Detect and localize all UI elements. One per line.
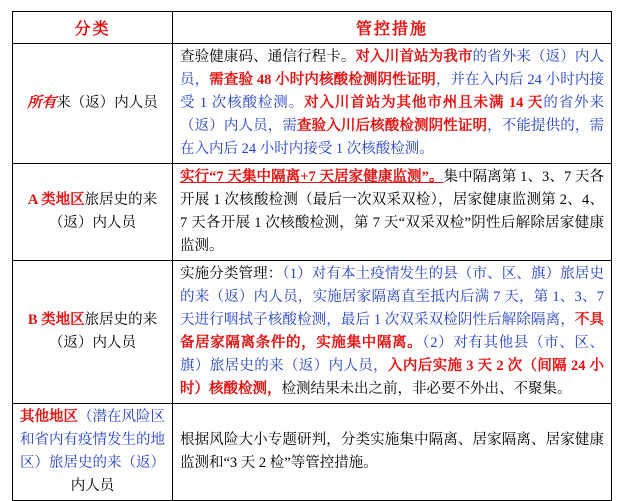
- text-segment: 的省外来（返）内人员，: [180, 49, 604, 88]
- text-segment: B 类地区: [27, 312, 85, 328]
- header-row: [13, 12, 612, 44]
- measures-cell-class-a: [173, 164, 612, 261]
- measures-cell-other-regions: [173, 404, 612, 501]
- measures-cell-class-b: [173, 261, 612, 404]
- text-segment: 查验健康码、通信行程卡。: [180, 49, 356, 65]
- text-segment: 对入川首站为我市: [355, 49, 473, 65]
- text-segment: 根据风险大小专题研判，分类实施集中隔离、居家隔离、居家健康监测和“3 天 2 检”等管控措施。: [180, 432, 604, 471]
- category-cell-class-b: [13, 261, 173, 404]
- text-segment: 对入川首站为其他市州且未满 14 天: [304, 95, 544, 111]
- table-row: [13, 164, 612, 261]
- text-segment: 内人员: [70, 478, 115, 494]
- text-segment: 集中隔离第 1、3、7 天各开展 1 次核酸检测（最后一次双采双检），居家健康监测第 2、4、7 天各开展 1 次核酸检测，第 7 天“双采双检”阴性后解除居家健康监测。: [180, 169, 605, 254]
- text-segment: 需查验 48 小时内核酸检测阴性证明: [209, 72, 436, 88]
- text-segment: 旅居史的来（返）内人员: [49, 192, 158, 231]
- text-segment: 不具备居家隔离条件的，实施集中隔离。: [180, 312, 605, 351]
- text-segment: （潜在风险区和省内有疫情发生的地区）旅居史的来（返）: [20, 409, 165, 471]
- text-segment: 实施分类管理：: [180, 266, 283, 282]
- text-segment: 来（返）内人员: [56, 95, 158, 111]
- header-col-measures: 管控措施: [173, 12, 612, 44]
- text-segment: 检测结果未出之前，非必要不外出、不聚集。: [281, 381, 572, 397]
- text-segment: 入内后实施 3 天 2 次（间隔 24 小时）核酸检测，: [180, 358, 604, 397]
- table-row: [13, 44, 612, 164]
- text-segment: （1）对有本土疫情发生的县（市、区、旗）旅居史的来（返）内人员，实施居家隔离直至抵内后满 7 天，第 1、3、7 天进行咽拭子核酸检测，最后 1 次双采双检阴性后解除隔离，: [180, 266, 605, 328]
- text-segment: 查验入川后核酸检测阴性证明: [297, 118, 488, 134]
- category-cell-other-regions: [13, 404, 173, 501]
- text-segment: 所有: [27, 95, 57, 111]
- table-row: [13, 261, 612, 404]
- header-col-category: 分类: [13, 12, 173, 44]
- text-segment: ，并在入内后 24 小时内接受 1 次核酸检测。: [180, 72, 605, 111]
- text-segment: （2）对有其他县（市、区、旗）旅居史的来（返）内人员，: [180, 335, 605, 374]
- category-cell-class-a: [13, 164, 173, 261]
- category-cell-all-arrivals: [13, 44, 173, 164]
- control-measures-table: [12, 11, 612, 501]
- measures-cell-all-arrivals: [173, 44, 612, 164]
- text-segment: 实行“7 天集中隔离+7 天居家健康监测”。: [180, 169, 444, 185]
- text-segment: A 类地区: [27, 192, 85, 208]
- text-segment: ，不能提供的，需在入内后 24 小时内接受 1 次核酸检测。: [180, 118, 604, 157]
- table-row: [13, 404, 612, 501]
- text-segment: 旅居史的来（返）内人员: [49, 312, 158, 351]
- text-segment: 的省外来（返）内人员，需: [180, 95, 605, 134]
- text-segment: 其他地区: [20, 409, 78, 425]
